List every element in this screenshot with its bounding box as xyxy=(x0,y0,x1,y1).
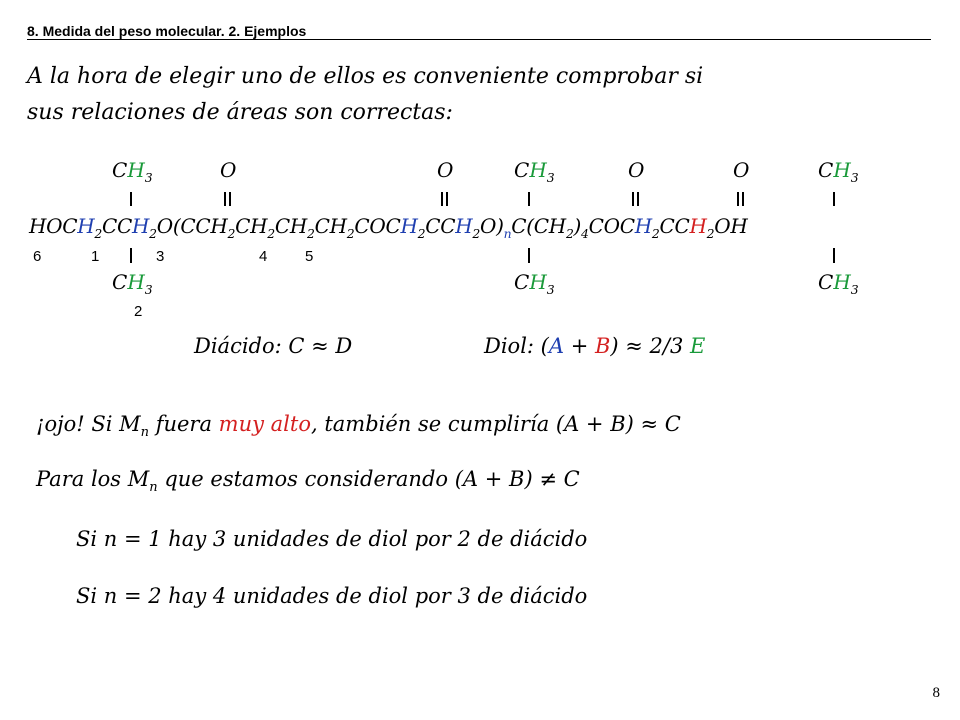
carbonyl-o-4: O xyxy=(733,158,750,182)
chain-part: HOC xyxy=(29,214,78,238)
carbonyl-o-2: O xyxy=(437,158,454,182)
chain-part: C(CH xyxy=(511,214,566,238)
chain-part: 2 xyxy=(149,226,157,241)
chain-part: 2 xyxy=(227,226,236,241)
bond-double-top-3b xyxy=(637,192,639,206)
proton-label-4: 4 xyxy=(259,248,268,265)
bond-double-top-1a xyxy=(224,192,226,206)
chain-part: 2 xyxy=(565,226,574,241)
bond-double-top-2a xyxy=(441,192,443,206)
note-ojo-highlight: muy alto xyxy=(218,412,311,436)
bond-single-bottom-1 xyxy=(130,248,132,263)
proton-label-3: 3 xyxy=(156,248,165,265)
bond-single-bottom-3 xyxy=(833,248,835,263)
chain-part: CC xyxy=(102,214,133,238)
chain-part: O(CCH xyxy=(156,214,228,238)
bond-double-top-1b xyxy=(229,192,231,206)
chain-part: CH xyxy=(235,214,268,238)
chain-part: 2 xyxy=(346,226,355,241)
chain-part: OH xyxy=(714,214,748,238)
slide-header: 8. Medida del peso molecular. 2. Ejemplos xyxy=(27,23,307,39)
carbonyl-o-1: O xyxy=(220,158,237,182)
chain-part: 2 xyxy=(417,226,426,241)
intro-line-1: A la hora de elegir uno de ellos es conveniente comprobar si xyxy=(27,64,704,89)
note-n1: Si n = 1 hay 3 unidades de diol por 2 de diácido xyxy=(76,527,588,551)
carbonyl-o-3: O xyxy=(628,158,645,182)
note-para: Para los $M_n$ que estamos considerando (A + B) ≠ C xyxy=(36,467,580,496)
proton-label-1: 1 xyxy=(91,248,100,265)
chain-part: 2 xyxy=(94,226,102,241)
ch3-bottom-1: $CH_3$ xyxy=(112,270,153,297)
chain-part: 2 xyxy=(472,226,480,241)
chain-part: COC xyxy=(354,214,401,238)
chain-part: H xyxy=(689,214,707,238)
chain-part: n xyxy=(503,226,512,241)
polymer-main-chain xyxy=(29,214,748,241)
chain-part: O) xyxy=(479,214,504,238)
area-b: B xyxy=(594,334,611,358)
header-rule xyxy=(27,39,931,40)
diacid-ratio: Diácido: C ≈ D xyxy=(194,334,353,358)
proton-label-2: 2 xyxy=(134,303,143,320)
bond-single-top-2 xyxy=(528,192,530,206)
bond-single-top-3 xyxy=(833,192,835,206)
chain-part: 2 xyxy=(267,226,275,241)
chain-part: 2 xyxy=(307,226,315,241)
ch3-top-2: $CH_3$ xyxy=(514,158,555,185)
chain-part: ) xyxy=(573,214,582,238)
bond-single-bottom-2 xyxy=(528,248,530,263)
chain-part: 4 xyxy=(581,226,589,241)
ch3-bottom-2: $CH_3$ xyxy=(514,270,555,297)
proton-label-5: 5 xyxy=(305,248,314,265)
diol-ratio: Diol: (A + B) ≈ 2/3 E xyxy=(484,334,706,358)
chain-part: 2 xyxy=(651,226,660,241)
chain-part: 2 xyxy=(706,226,715,241)
proton-label-6: 6 xyxy=(33,248,42,265)
chain-part: H xyxy=(455,214,473,238)
ch3-top-3: $CH_3$ xyxy=(818,158,859,185)
bond-single-top-1 xyxy=(130,192,132,206)
bond-double-top-4a xyxy=(737,192,739,206)
page-number: 8 xyxy=(932,685,940,701)
note-ojo: ¡ojo! Si $M_n$ fuera muy alto, también se cumpliría (A + B) ≈ C xyxy=(36,412,681,441)
chain-part: H xyxy=(77,214,95,238)
ch3-top-1: $CH_3$ xyxy=(112,158,153,185)
chain-part: CC xyxy=(425,214,456,238)
chain-part: COC xyxy=(588,214,635,238)
chain-part: CH xyxy=(314,214,347,238)
chain-part: H xyxy=(132,214,150,238)
ch3-bottom-3: $CH_3$ xyxy=(818,270,859,297)
note-n2: Si n = 2 hay 4 unidades de diol por 3 de diácido xyxy=(76,584,588,608)
bond-double-top-4b xyxy=(742,192,744,206)
bond-double-top-3a xyxy=(632,192,634,206)
bond-double-top-2b xyxy=(446,192,448,206)
intro-line-2: sus relaciones de áreas son correctas: xyxy=(27,100,453,125)
chain-part: H xyxy=(400,214,418,238)
area-e: E xyxy=(690,334,706,358)
chain-part: CH xyxy=(274,214,308,238)
chain-part: H xyxy=(634,214,652,238)
chain-part: CC xyxy=(659,214,690,238)
area-a: A xyxy=(548,334,565,358)
